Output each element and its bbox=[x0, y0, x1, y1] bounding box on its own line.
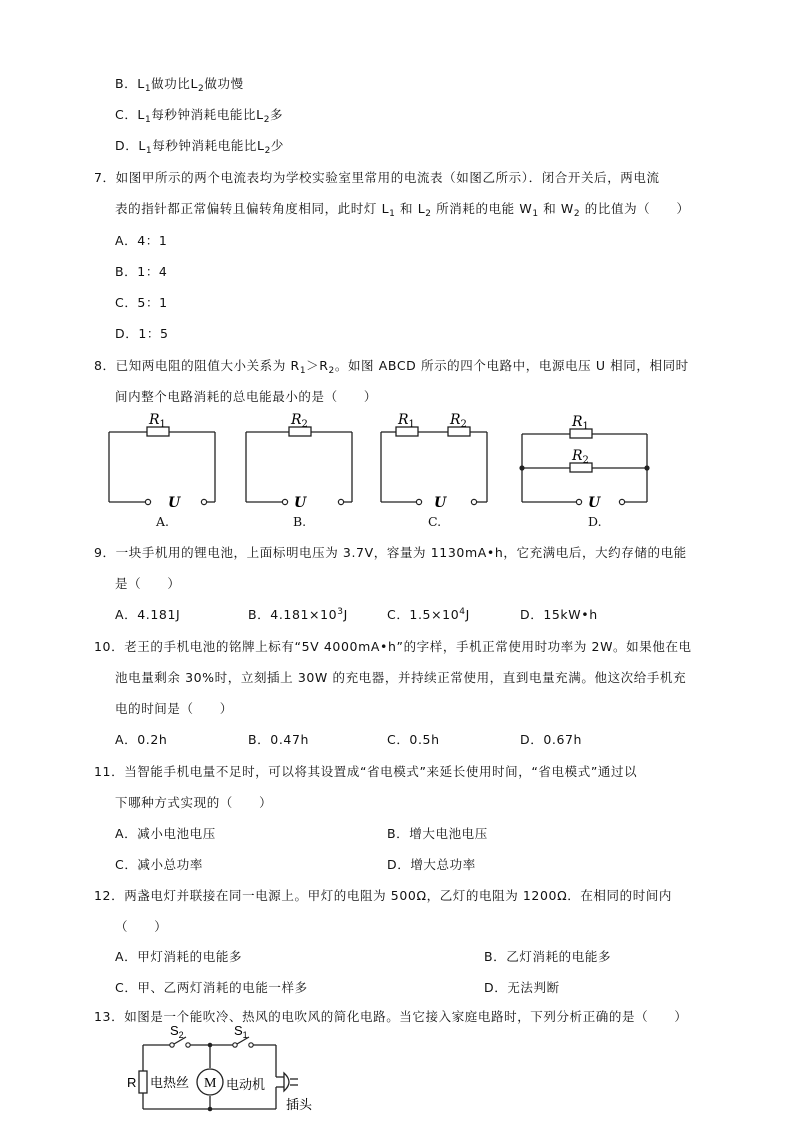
voltage-label: U bbox=[294, 495, 307, 511]
q7-option-a: A．4：1 bbox=[115, 233, 168, 248]
q7-stem-line1: 7．如图甲所示的两个电流表均为学校实验室里常用的电流表（如图乙所示）．闭合开关后，两电流 bbox=[94, 170, 660, 185]
terminal-icon bbox=[416, 499, 421, 504]
q8-stem-line2: 间内整个电路消耗的总电能最小的是（ ） bbox=[115, 389, 378, 404]
heater-label: 电热丝 bbox=[150, 1076, 190, 1091]
heater-resistor-symbol bbox=[139, 1071, 147, 1093]
circuit-b-diagram bbox=[237, 412, 357, 511]
q10-option-d: D．0.67h bbox=[520, 732, 583, 747]
q11-option-c: C．减小总功率 bbox=[115, 857, 203, 872]
circuit-a-diagram bbox=[100, 412, 220, 511]
resistor-label: $R_2$ bbox=[572, 448, 589, 466]
circuit-b-caption: B. bbox=[293, 514, 307, 529]
q12-option-d: D．无法判断 bbox=[484, 980, 560, 995]
voltage-label: U bbox=[434, 495, 447, 511]
q7-option-d: D．1：5 bbox=[115, 326, 169, 341]
terminal-icon bbox=[145, 499, 150, 504]
switch-s2-label: $S_2$ bbox=[170, 1023, 184, 1040]
circuit-d-caption: D. bbox=[588, 514, 602, 529]
q12-option-b: B．乙灯消耗的电能多 bbox=[484, 949, 612, 964]
q12-option-c: C．甲、乙两灯消耗的电能一样多 bbox=[115, 980, 308, 995]
terminal-icon bbox=[282, 499, 287, 504]
circuit-c-diagram bbox=[374, 412, 494, 511]
resistor-label: $R_2$ bbox=[291, 412, 308, 430]
q11-stem-line1: 11．当智能手机电量不足时，可以将其设置成“省电模式”来延长使用时间，“省电模式”通过以 bbox=[94, 764, 638, 779]
plug-icon bbox=[284, 1073, 289, 1091]
q12-stem-line1: 12．两盏电灯并联接在同一电源上。甲灯的电阻为 500Ω，乙灯的电阻为 1200Ω．在相同的时间内 bbox=[94, 888, 673, 903]
voltage-label: U bbox=[168, 495, 181, 511]
circuit-d-diagram bbox=[514, 414, 654, 511]
resistor-label: $R_2$ bbox=[450, 412, 467, 430]
q11-stem-line2: 下哪种方式实现的（ ） bbox=[115, 795, 273, 810]
q8-stem-line1: 8．已知两电阻的阻值大小关系为 $R_1>R_2$。如图 ABCD 所示的四个电路中，电源电压 U 相同，相同时 bbox=[94, 358, 689, 376]
hair-dryer-circuit-diagram bbox=[126, 1025, 316, 1115]
q10-stem-line1: 10．老王的手机电池的铭牌上标有“5V 4000mA•h”的字样，手机正常使用时功率为 2W。如果他在电 bbox=[94, 639, 692, 654]
q9-stem-line2: 是（ ） bbox=[115, 576, 181, 591]
terminal-icon bbox=[471, 499, 476, 504]
switch-s2-icon bbox=[170, 1043, 174, 1047]
q13-stem-line1: 13．如图是一个能吹冷、热风的电吹风的简化电路。当它接入家庭电路时，下列分析正确的是（ ） bbox=[94, 1009, 688, 1024]
q11-option-d: D．增大总功率 bbox=[387, 857, 476, 872]
terminal-icon bbox=[201, 499, 206, 504]
q12-option-a: A．甲灯消耗的电能多 bbox=[115, 949, 243, 964]
resistor-label: $R_1$ bbox=[572, 414, 589, 432]
q10-stem-line3: 电的时间是（ ） bbox=[115, 701, 233, 716]
q11-option-b: B．增大电池电压 bbox=[387, 826, 488, 841]
terminal-icon bbox=[576, 499, 581, 504]
q10-option-b: B．0.47h bbox=[248, 732, 310, 747]
plug-label: 插头 bbox=[286, 1098, 313, 1113]
q6-option-d: D．$L_1$每秒钟消耗电能比$L_2$少 bbox=[115, 138, 285, 156]
terminal-icon bbox=[338, 499, 343, 504]
voltage-label: U bbox=[588, 495, 601, 511]
q9-option-c: C．$1.5\times 10^4J$ bbox=[387, 607, 470, 622]
q7-stem-line2: 表的指针都正常偏转且偏转角度相同，此时灯 $L_1$ 和 $L_2$ 所消耗的电能 $W_1$ 和 $W_2$ 的比值为（ ） bbox=[115, 201, 690, 219]
switch-s1-icon bbox=[233, 1043, 237, 1047]
q7-option-b: B．1：4 bbox=[115, 264, 168, 279]
switch-s1-label: $S_1$ bbox=[234, 1023, 248, 1040]
q10-stem-line2: 池电量剩余 30%时，立刻插上 30W 的充电器，并持续正常使用，直到电量充满。他这次给手机充 bbox=[115, 670, 687, 685]
circuit-c-caption: C. bbox=[428, 514, 442, 529]
q9-stem-line1: 9．一块手机用的锂电池，上面标明电压为 3.7V，容量为 1130mA•h，它充满电后，大约存储的电能 bbox=[94, 545, 687, 560]
q6-option-b: B．$L_1$做功比$L_2$做功慢 bbox=[115, 76, 244, 94]
terminal-icon bbox=[619, 499, 624, 504]
q7-option-c: C．5：1 bbox=[115, 295, 168, 310]
q12-stem-line2: （ ） bbox=[115, 919, 168, 934]
q11-option-a: A．减小电池电压 bbox=[115, 826, 216, 841]
resistor-label: $R_1$ bbox=[398, 412, 415, 430]
q9-option-a: A．4.181J bbox=[115, 607, 181, 622]
q6-option-c: C．$L_1$每秒钟消耗电能比$L_2$多 bbox=[115, 107, 284, 125]
q9-option-b: B．$4.181\times 10^3J$ bbox=[248, 607, 348, 622]
q10-option-a: A．0.2h bbox=[115, 732, 168, 747]
resistor-r-label: R bbox=[127, 1075, 137, 1090]
q10-option-c: C．0.5h bbox=[387, 732, 440, 747]
resistor-label: $R_1$ bbox=[149, 412, 166, 430]
circuit-a-caption: A. bbox=[156, 514, 170, 529]
motor-label: 电动机 bbox=[226, 1078, 266, 1093]
motor-m-label: M bbox=[204, 1076, 217, 1091]
q9-option-d: D．15kW•h bbox=[520, 607, 598, 622]
